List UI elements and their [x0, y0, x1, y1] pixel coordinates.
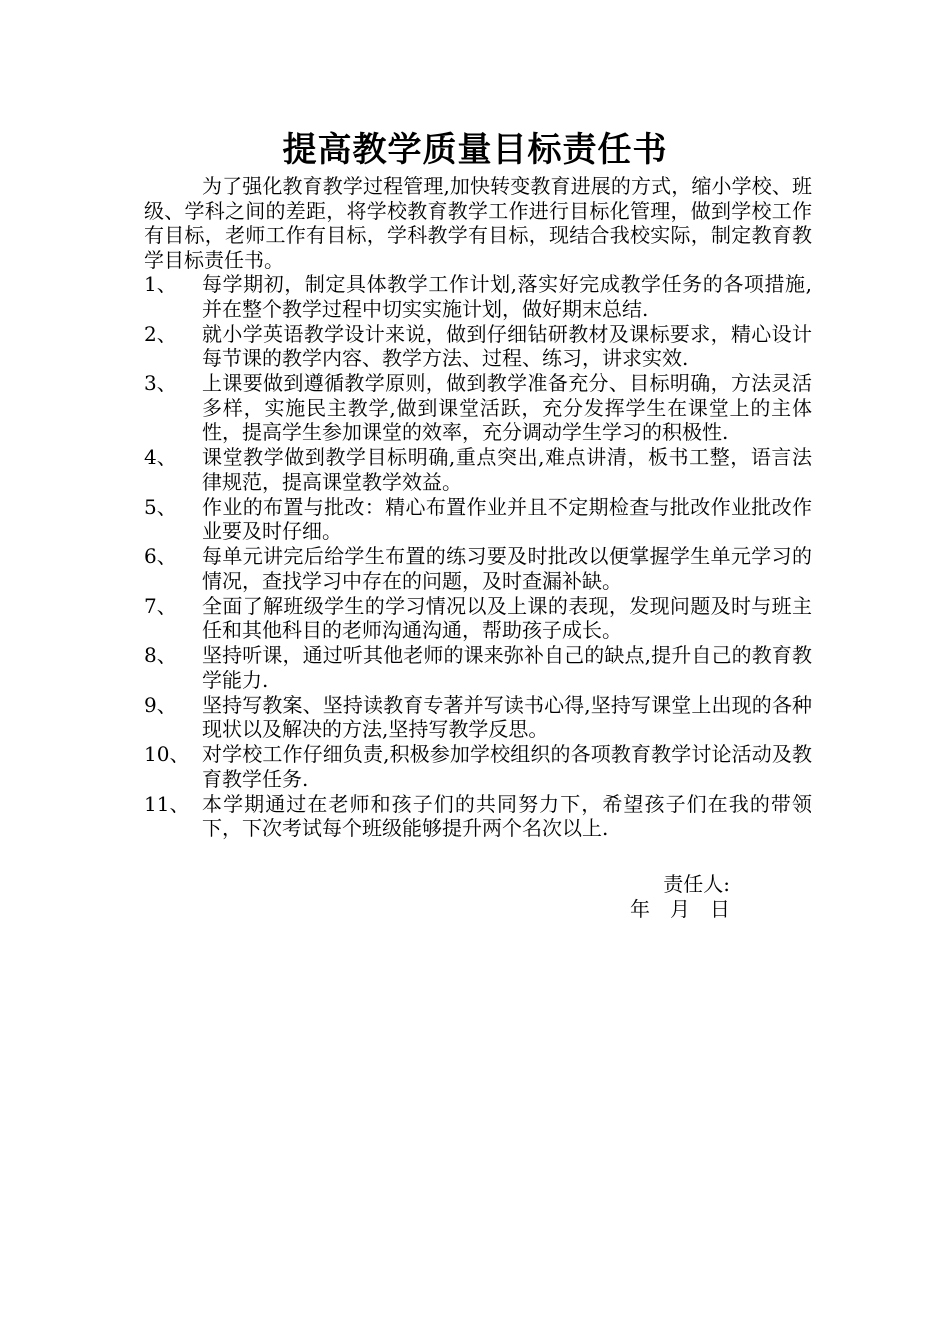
item-text: 本学期通过在老师和孩子们的共同努力下，希望孩子们在我的带领下，下次考试每个班级能够提升两个名次以上. — [202, 791, 812, 840]
item-text: 全面了解班级学生的学习情况以及上课的表现，发现问题及时与班主任和其他科目的老师沟通沟通，帮助孩子成长。 — [202, 593, 812, 642]
list-item — [144, 495, 812, 544]
document-title: 提高教学质量目标责任书 — [282, 130, 668, 170]
item-text: 课堂教学做到教学目标明确,重点突出,难点讲清，板书工整，语言法律规范，提高课堂教学效益。 — [202, 445, 812, 494]
item-number: 10、 — [144, 742, 190, 766]
item-number: 1、 — [144, 272, 177, 296]
list-item — [144, 594, 812, 643]
list-item — [144, 792, 812, 841]
signature-label: 责任人: — [663, 872, 730, 896]
responsibility-list — [144, 272, 812, 841]
item-text: 上课要做到遵循教学原则，做到教学准备充分、目标明确，方法灵活多样，实施民主教学,做到课堂活跃，充分发挥学生在课堂上的主体性，提高学生参加课堂的效率，充分调动学生学习的积极性. — [202, 371, 812, 444]
list-item — [144, 693, 812, 742]
item-number: 6、 — [144, 544, 177, 568]
list-item — [144, 445, 812, 494]
item-number: 4、 — [144, 445, 177, 469]
list-item — [144, 371, 812, 445]
item-number: 7、 — [144, 593, 177, 618]
item-text: 每学期初，制定具体教学工作计划,落实好完成教学任务的各项措施,并在整个教学过程中切实实施计划，做好期末总结. — [202, 272, 812, 321]
item-number: 3、 — [144, 371, 177, 395]
list-item — [144, 643, 812, 692]
item-number: 5、 — [144, 494, 177, 519]
item-text: 坚持听课，通过听其他老师的课来弥补自己的缺点,提升自己的教育教学能力. — [202, 643, 812, 692]
item-text: 作业的布置与批改：精心布置作业并且不定期检查与批改作业批改作业要及时仔细。 — [202, 494, 812, 543]
list-item — [144, 544, 812, 593]
item-text: 坚持写教案、坚持读教育专著并写读书心得,坚持写课堂上出现的各种现状以及解决的方法,坚持写教学反思。 — [202, 692, 812, 741]
item-number: 9、 — [144, 692, 177, 717]
item-text: 就小学英语教学设计来说，做到仔细钻研教材及课标要求，精心设计每节课的教学内容、教学方法、过程、练习，讲求实效. — [202, 321, 812, 370]
item-text: 每单元讲完后给学生布置的练习要及时批改以便掌握学生单元学习的情况，查找学习中存在的问题，及时查漏补缺。 — [202, 544, 812, 593]
date-label: 年 月 日 — [630, 897, 730, 921]
item-number: 8、 — [144, 643, 177, 667]
list-item — [144, 272, 812, 321]
list-item — [144, 742, 812, 791]
item-text: 对学校工作仔细负责,积极参加学校组织的各项教育教学讨论活动及教育教学任务. — [202, 742, 812, 791]
intro-paragraph: 为了强化教育教学过程管理,加快转变教育进展的方式，缩小学校、班级、学科之间的差距，将学校教育教学工作进行目标化管理，做到学校工作有目标，老师工作有目标，学科教学有目标，现结合我校实际，制定教育教学目标责任书。 — [144, 174, 812, 272]
item-number: 2、 — [144, 321, 177, 346]
list-item — [144, 322, 812, 371]
item-number: 11、 — [144, 791, 190, 816]
